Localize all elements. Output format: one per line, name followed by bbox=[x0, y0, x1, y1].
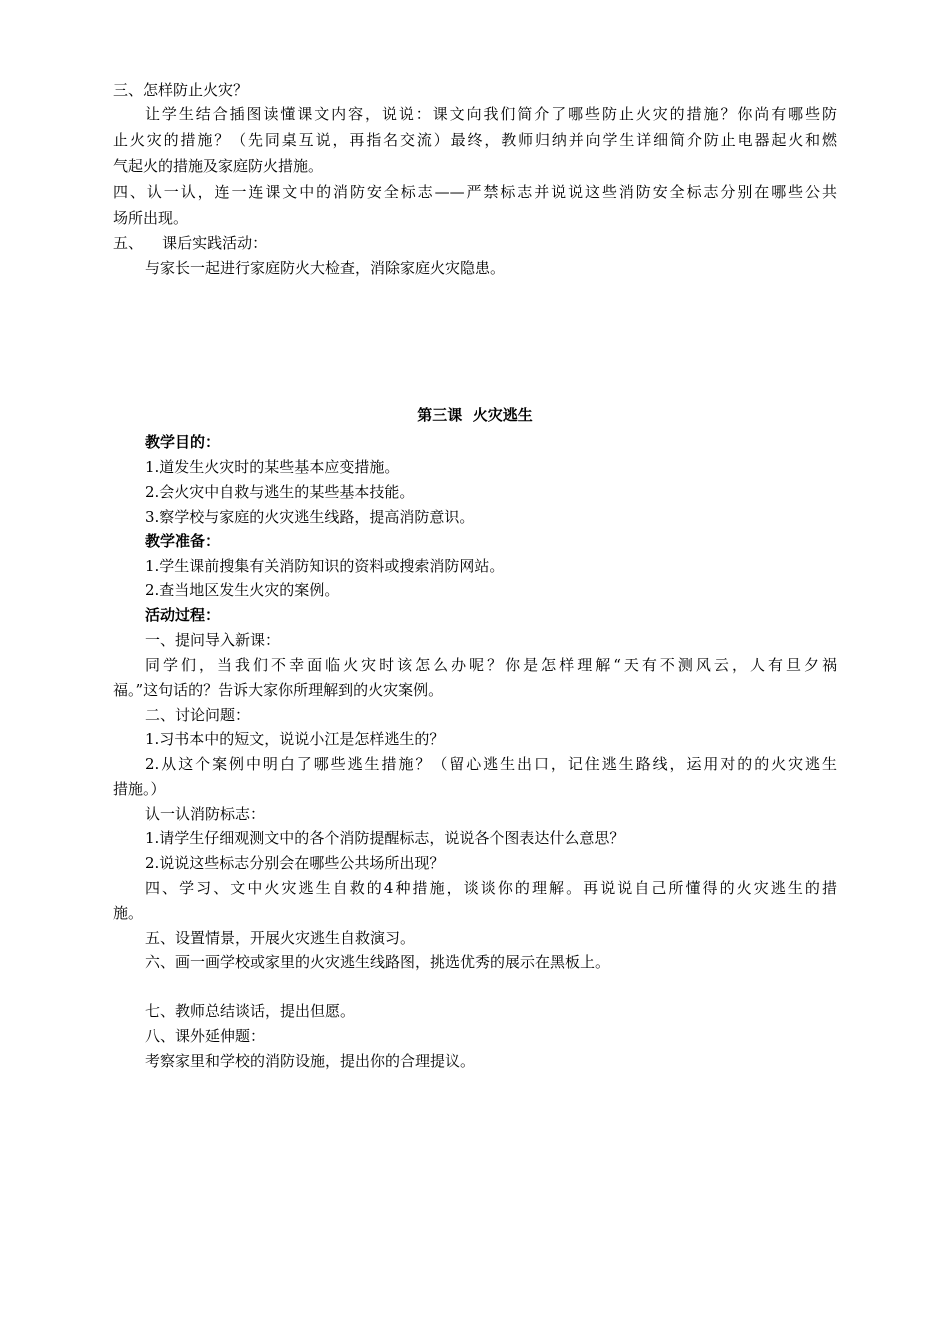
list-item: 1.习书本中的短文，说说小江是怎样逃生的？ bbox=[145, 730, 445, 748]
paragraph-line: 与家长一起进行家庭防火大检查，消除家庭火灾隐患。 bbox=[145, 259, 506, 277]
list-item: 2.会火灾中自救与逃生的某些基本技能。 bbox=[145, 483, 415, 501]
section-heading: 一、提问导入新课： bbox=[145, 631, 281, 649]
paragraph-line: 止火灾的措施？（先同桌互说，再指名交流）最终，教师归纳并向学生详细简介防止电器起火和燃 bbox=[113, 131, 837, 149]
heading-prevent-fire: 三、怎样防止火灾？ bbox=[113, 81, 249, 99]
list-item: 措施。） bbox=[113, 780, 166, 798]
section-heading: 五、设置情景，开展火灾逃生自救演习。 bbox=[145, 929, 416, 947]
list-item: 1.道发生火灾时的某些基本应变措施。 bbox=[145, 458, 400, 476]
list-item: 2.查当地区发生火灾的案例。 bbox=[145, 581, 340, 599]
list-item: 1.学生课前搜集有关消防知识的资料或搜索消防网站。 bbox=[145, 557, 505, 575]
prep-heading: 教学准备： bbox=[145, 532, 221, 550]
section-heading: 八、课外延伸题： bbox=[145, 1027, 266, 1045]
list-item: 2.从这个案例中明白了哪些逃生措施？（留心逃生出口，记住逃生路线，运用对的的火灾逃生 bbox=[145, 755, 837, 773]
paragraph-line: 让学生结合插图读懂课文内容，说说：课文向我们简介了哪些防止火灾的措施？你尚有哪些防 bbox=[145, 105, 837, 123]
lesson-title: 第三课 火灾逃生 bbox=[417, 406, 533, 424]
paragraph-line: 气起火的措施及家庭防火措施。 bbox=[113, 157, 324, 175]
paragraph-line: 施。 bbox=[113, 904, 144, 922]
goals-heading: 教学目的： bbox=[145, 433, 221, 451]
paragraph-line: 考察家里和学校的消防设施，提出你的合理提议。 bbox=[145, 1052, 476, 1070]
paragraph-line: 福。”这句话的？告诉大家你所理解到的火灾案例。 bbox=[113, 681, 444, 699]
heading-recognize-signs: 四、认一认，连一连课文中的消防安全标志——严禁标志并说说这些消防安全标志分别在哪些公共 bbox=[113, 183, 837, 201]
process-heading: 活动过程： bbox=[145, 606, 221, 624]
section-heading: 二、讨论问题： bbox=[145, 706, 251, 724]
section-heading: 四、学习、文中火灾逃生自救的4种措施，谈谈你的理解。再说说自己所懂得的火灾逃生的措 bbox=[145, 879, 837, 897]
section-heading: 六、画一画学校或家里的火灾逃生线路图，挑选优秀的展示在黑板上。 bbox=[145, 953, 611, 971]
section-heading: 七、教师总结谈话，提出但愿。 bbox=[145, 1002, 356, 1020]
list-item: 3.察学校与家庭的火灾逃生线路，提高消防意识。 bbox=[145, 508, 475, 526]
list-item: 1.请学生仔细观测文中的各个消防提醒标志，说说各个图表达什么意思？ bbox=[145, 829, 625, 847]
paragraph-line: 同学们，当我们不幸面临火灾时该怎么办呢？你是怎样理解“天有不测风云，人有旦夕祸 bbox=[145, 656, 837, 674]
list-item: 2.说说这些标志分别会在哪些公共场所出现？ bbox=[145, 854, 445, 872]
paragraph-line: 场所出现。 bbox=[113, 209, 189, 227]
heading-practice-activity: 五、 课后实践活动： bbox=[113, 234, 268, 252]
section-heading: 认一认消防标志： bbox=[145, 805, 266, 823]
